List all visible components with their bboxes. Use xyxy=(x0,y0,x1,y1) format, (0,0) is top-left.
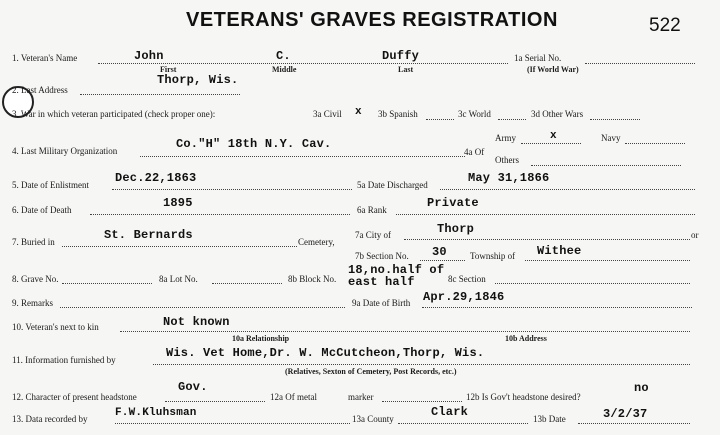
gov-headstone-value: no xyxy=(634,381,649,395)
section-label: 8c Section xyxy=(448,274,486,284)
city-value: Thorp xyxy=(437,222,475,236)
lot-no-line xyxy=(212,283,282,284)
date-value: 3/2/37 xyxy=(603,407,648,421)
navy-label: Navy xyxy=(601,133,621,143)
death-value: 1895 xyxy=(163,196,193,210)
recorded-by-line xyxy=(115,423,350,424)
informant-label: 11. Information furnished by xyxy=(12,355,116,365)
veteran-name-label: 1. Veteran's Name xyxy=(12,53,78,63)
township-line xyxy=(525,260,690,261)
birth-date-label: 9a Date of Birth xyxy=(352,298,411,308)
block-value-1: 18,no.half of xyxy=(348,263,445,277)
grave-no-line xyxy=(62,283,152,284)
civil-label: 3a Civil xyxy=(313,109,342,119)
block-value-2: east half xyxy=(348,275,415,289)
enlistment-value: Dec.22,1863 xyxy=(115,171,197,185)
informant-note: (Relatives, Sexton of Cemetery, Post Records, etc.) xyxy=(285,367,457,376)
metal-marker-label: 12a Of metal xyxy=(270,392,317,402)
last-sublabel: Last xyxy=(398,65,414,74)
section-no-line xyxy=(420,260,465,261)
last-name-value: Duffy xyxy=(382,49,420,63)
recorded-by-value: F.W.Kluhsman xyxy=(115,407,197,419)
address-line xyxy=(80,94,240,95)
world-label: 3c World xyxy=(458,109,491,119)
next-of-kin-value: Not known xyxy=(163,315,230,329)
section-no-value: 30 xyxy=(432,245,447,259)
buried-label: 7. Buried in xyxy=(12,237,55,247)
spanish-line xyxy=(426,119,454,120)
grave-no-label: 8. Grave No. xyxy=(12,274,59,284)
birth-date-value: Apr.29,1846 xyxy=(423,290,505,304)
buried-value: St. Bernards xyxy=(104,228,193,242)
serial-line xyxy=(585,63,695,64)
serial-note: (If World War) xyxy=(527,65,579,74)
lot-no-label: 8a Lot No. xyxy=(159,274,198,284)
date-line xyxy=(578,423,690,424)
other-wars-line xyxy=(590,119,640,120)
form-title: VETERANS' GRAVES REGISTRATION xyxy=(186,9,558,31)
remarks-line xyxy=(60,307,345,308)
first-sublabel: First xyxy=(160,65,177,74)
army-check: x xyxy=(550,130,557,142)
death-label: 6. Date of Death xyxy=(12,205,72,215)
enlistment-label: 5. Date of Enlistment xyxy=(12,180,89,190)
informant-line xyxy=(153,364,690,365)
enlistment-line xyxy=(112,189,352,190)
date-label: 13b Date xyxy=(533,414,566,424)
discharged-line xyxy=(440,189,695,190)
marker-line xyxy=(382,401,462,402)
others-line xyxy=(531,165,681,166)
next-of-kin-label: 10. Veteran's next to kin xyxy=(12,322,99,332)
headstone-label: 12. Character of present headstone xyxy=(12,392,137,402)
section-no-label: 7b Section No. xyxy=(355,251,409,261)
card-number: 522 xyxy=(649,15,681,36)
headstone-line xyxy=(165,401,265,402)
address-sublabel: 10b Address xyxy=(505,334,547,343)
city-label: 7a City of xyxy=(355,230,391,240)
death-line xyxy=(90,214,350,215)
military-org-label: 4. Last Military Organization xyxy=(12,146,118,156)
relationship-sublabel: 10a Relationship xyxy=(232,334,290,343)
army-label: Army xyxy=(495,133,516,143)
county-label: 13a County xyxy=(352,414,394,424)
birth-date-line xyxy=(422,307,692,308)
navy-line xyxy=(625,143,685,144)
gov-headstone-label: 12b Is Gov't headstone desired? xyxy=(466,392,581,402)
org-line xyxy=(140,156,465,157)
of-label: 4a Of xyxy=(464,147,485,157)
county-line xyxy=(398,423,528,424)
others-label: Others xyxy=(495,155,519,165)
buried-line xyxy=(62,246,297,247)
marker-label: marker xyxy=(348,392,374,402)
serial-no-label: 1a Serial No. xyxy=(514,53,562,63)
rank-value: Private xyxy=(427,196,479,210)
organization-value: Co."H" 18th N.Y. Cav. xyxy=(176,137,332,151)
first-name-value: John xyxy=(134,49,164,63)
township-label: Township of xyxy=(470,251,516,261)
county-value: Clark xyxy=(431,405,469,419)
name-line xyxy=(98,63,508,64)
world-line xyxy=(498,119,526,120)
next-of-kin-line xyxy=(120,331,690,332)
rank-line xyxy=(396,214,695,215)
war-label: 3. War in which veteran participated (check proper one): xyxy=(12,109,216,119)
recorded-by-label: 13. Data recorded by xyxy=(12,414,88,424)
last-address-label: 2. Last Address xyxy=(12,85,68,95)
headstone-value: Gov. xyxy=(178,380,208,394)
discharged-value: May 31,1866 xyxy=(468,171,550,185)
city-line xyxy=(404,239,690,240)
informant-value: Wis. Vet Home,Dr. W. McCutcheon,Thorp, Wis. xyxy=(166,346,485,360)
section-line xyxy=(495,283,690,284)
remarks-label: 9. Remarks xyxy=(12,298,53,308)
rank-label: 6a Rank xyxy=(357,205,387,215)
block-no-label: 8b Block No. xyxy=(288,274,337,284)
cemetery-label: Cemetery, xyxy=(298,237,335,247)
last-address-value: Thorp, Wis. xyxy=(157,73,239,87)
army-line xyxy=(521,143,581,144)
spanish-label: 3b Spanish xyxy=(378,109,418,119)
middle-sublabel: Middle xyxy=(272,65,297,74)
middle-name-value: C. xyxy=(276,49,291,63)
discharged-label: 5a Date Discharged xyxy=(357,180,428,190)
civil-check: x xyxy=(355,106,362,118)
other-wars-label: 3d Other Wars xyxy=(531,109,584,119)
township-value: Withee xyxy=(537,244,582,258)
or-label: or xyxy=(691,230,699,240)
